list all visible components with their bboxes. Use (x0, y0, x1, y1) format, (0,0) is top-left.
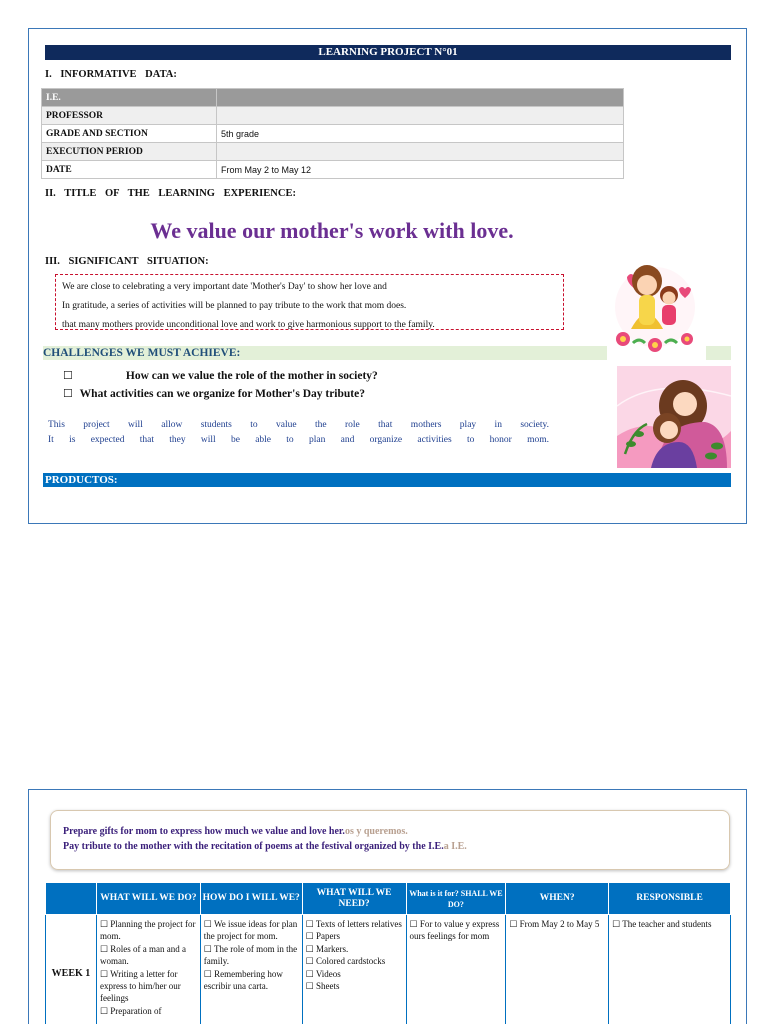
informative-data-table (41, 88, 624, 179)
table-row (42, 107, 624, 125)
table-row (42, 125, 624, 143)
row-label: EXECUTION PERIOD (42, 143, 217, 161)
project-title: LEARNING PROJECT N°01 (45, 45, 731, 60)
how-cell (200, 915, 302, 1024)
week-cell: WEEK 1 (46, 915, 97, 1024)
mother-daughter-illustration (609, 259, 701, 354)
header-cell: WHAT WILL WE DO? (96, 883, 200, 915)
document-page-1 (28, 28, 747, 524)
question-text: What activities can we organize for Mother's Day tribute? (79, 388, 365, 400)
product-text: Pay tribute to the mother with the recitation of poems at the festival organized by the I.E. (63, 841, 444, 852)
row-label: PROFESSOR (42, 107, 217, 125)
list-item: ☐ Markers. (305, 943, 349, 954)
list-item: ☐ Planning the project for mom. (99, 919, 196, 942)
list-item: ☐ We issue ideas for plan the project for mom. (203, 919, 298, 942)
challenge-question (63, 369, 378, 382)
table-header-row (46, 883, 731, 915)
list-item: ☐ Sheets (305, 981, 340, 992)
table-row (42, 89, 624, 107)
header-cell: RESPONSIBLE (609, 883, 731, 915)
checkbox-icon: ☐ (63, 388, 73, 400)
table-row (42, 143, 624, 161)
list-item: ☐ The role of mom in the family. (203, 943, 298, 967)
header-cell (46, 883, 97, 915)
table-row (42, 161, 624, 179)
challenges-heading: CHALLENGES WE MUST ACHIEVE: (43, 346, 607, 360)
mother-hug-illustration (617, 366, 731, 468)
need-cell (302, 915, 406, 1024)
list-item: ☐ Writing a letter for express to him/her our feelings (99, 968, 181, 1004)
purpose-line: This project will allow students to value the role that mothers play in society. (48, 420, 549, 430)
situation-line: In gratitude, a series of activities will be planned to pay tribute to the work that mom does. (62, 301, 407, 311)
row-value (217, 107, 624, 125)
purpose-line: It is expected that they will be able to plan and organize activities to honor mom. (48, 435, 549, 445)
header-cell: WHAT WILL WE NEED? (302, 883, 406, 915)
row-label: I.E. (42, 89, 217, 107)
header-cell: HOW DO I WILL WE? (200, 883, 302, 915)
situation-line: that many mothers provide unconditional love and work to give harmonious support to the family. (62, 320, 435, 330)
section-learning-experience: II. TITLE OF THE LEARNING EXPERIENCE: (45, 188, 296, 199)
list-item: ☐ Remembering how escribir una carta. (203, 968, 283, 992)
list-item: ☐ Preparation of (99, 1005, 162, 1016)
checkbox-icon: ☐ (63, 370, 73, 382)
list-item: ☐ Videos (305, 968, 341, 979)
responsible-cell: ☐ The teacher and students (609, 915, 731, 1024)
section-informative-data: I. INFORMATIVE DATA: (45, 69, 177, 80)
header-cell: WHEN? (506, 883, 609, 915)
list-item: ☐ Roles of a man and a woman. (99, 943, 186, 967)
situation-line: We are close to celebrating a very important date 'Mother's Day' to show her love and (62, 282, 387, 292)
product-item (63, 839, 717, 854)
header-cell: What is it for? SHALL WE DO? (406, 883, 506, 915)
what-will-we-do-cell (96, 915, 200, 1024)
experience-title: We value our mother's work with love. (150, 218, 514, 243)
challenge-question (63, 387, 365, 400)
row-label: DATE (42, 161, 217, 179)
list-item: ☐ Texts of letters relatives (305, 919, 402, 929)
row-value (217, 143, 624, 161)
products-box (50, 810, 730, 870)
list-item: ☐ Colored cardstocks (305, 956, 386, 967)
product-ghost-text: a I.E. (443, 841, 467, 852)
row-value: 5th grade (217, 125, 624, 143)
product-item (63, 824, 717, 839)
question-text: How can we value the role of the mother in society? (125, 370, 378, 382)
when-cell: ☐ From May 2 to May 5 (506, 915, 609, 1024)
situation-box (55, 274, 564, 330)
products-heading: PRODUCTOS: (43, 473, 731, 487)
row-value: From May 2 to May 12 (217, 161, 624, 179)
table-row (46, 915, 731, 1024)
row-value (217, 89, 624, 107)
product-text: Prepare gifts for mom to express how much we value and love her. (63, 826, 345, 837)
challenges-bar-right (706, 346, 731, 360)
section-significant-situation: III. SIGNIFICANT SITUATION: (45, 256, 209, 267)
row-label: GRADE AND SECTION (42, 125, 217, 143)
product-ghost-text: os y queremos. (344, 826, 408, 837)
purpose-cell: ☐ For to value y express ours feelings for mom (406, 915, 506, 1024)
activities-table (45, 882, 731, 1024)
list-item: ☐ Papers (305, 931, 340, 942)
document-page-2 (28, 789, 747, 1024)
